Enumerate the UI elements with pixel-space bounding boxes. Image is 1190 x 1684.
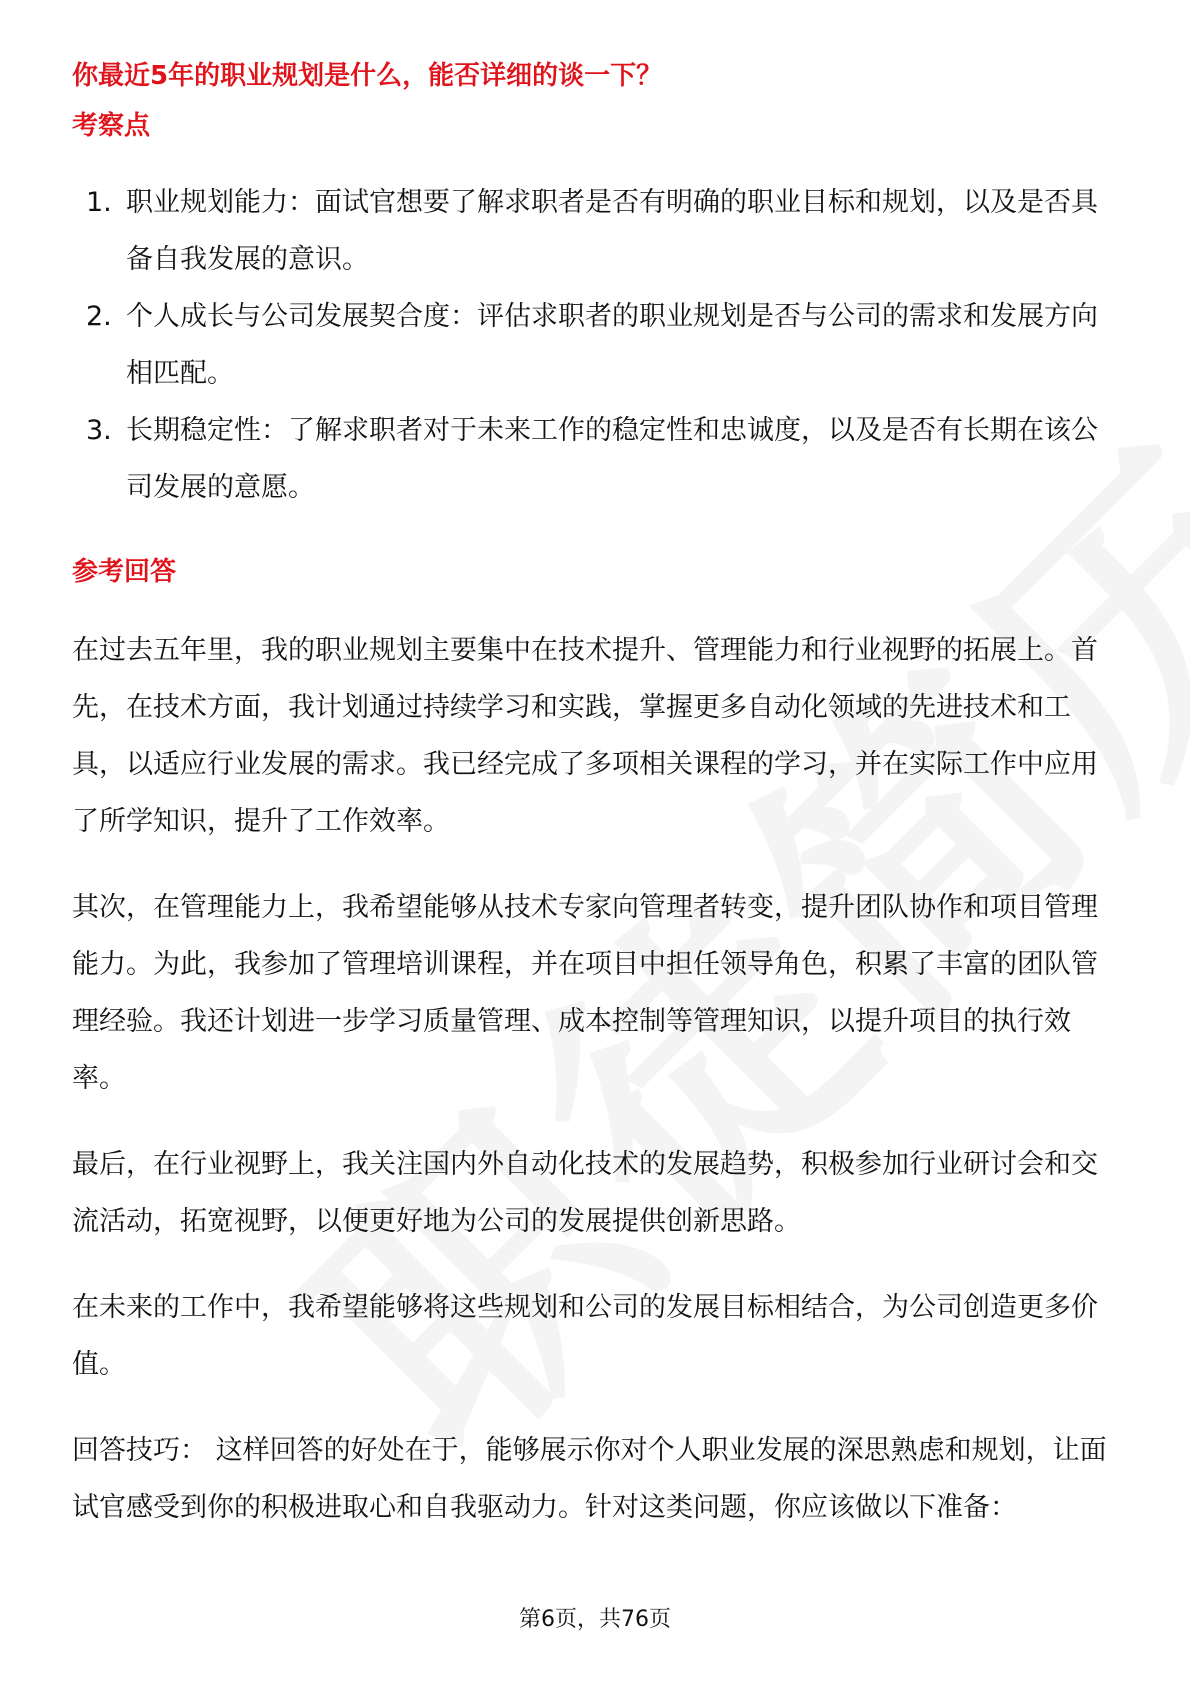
list-item [72,288,1122,402]
list-item-text: 长期稳定性：了解求职者对于未来工作的稳定性和忠诚度，以及是否有长期在该公司发展的意愿。 [126,415,1098,503]
page-content [72,56,1122,1565]
answer-paragraph: 在未来的工作中，我希望能够将这些规划和公司的发展目标相结合，为公司创造更多价值。 [72,1292,1098,1380]
answer-paragraph: 其次，在管理能力上，我希望能够从技术专家向管理者转变，提升团队协作和项目管理能力。为此，我参加了管理培训课程，并在项目中担任领导角色，积累了丰富的团队管理经验。我还计划进一步学习质量管理、成本控制等管理知识，以提升项目的执行效率。 [72,892,1098,1094]
list-item [72,402,1122,516]
question-title: 你最近5年的职业规划是什么，能否详细的谈一下？ [72,61,663,91]
list-item [72,174,1122,288]
points-heading: 考察点 [72,111,151,141]
answer-paragraph: 在过去五年里，我的职业规划主要集中在技术提升、管理能力和行业视野的拓展上。首先，在技术方面，我计划通过持续学习和实践，掌握更多自动化领域的先进技术和工具，以适应行业发展的需求。我已经完成了多项相关课程的学习，并在实际工作中应用了所学知识，提升了工作效率。 [72,635,1098,837]
answer-paragraph: 最后，在行业视野上，我关注国内外自动化技术的发展趋势，积极参加行业研讨会和交流活动，拓宽视野，以便更好地为公司的发展提供创新思路。 [72,1149,1098,1237]
list-item-text: 职业规划能力：面试官想要了解求职者是否有明确的职业目标和规划，以及是否具备自我发展的意识。 [126,187,1098,275]
list-item-number: 2. [86,301,112,332]
list-item-number: 3. [86,415,112,446]
list-item-number: 1. [86,187,112,218]
answer-heading: 参考回答 [72,557,177,587]
answer-tips-paragraph: 回答技巧： 这样回答的好处在于，能够展示你对个人职业发展的深思熟虑和规划，让面试官感受到你的积极进取心和自我驱动力。针对这类问题，你应该做以下准备： [72,1435,1107,1523]
list-item-text: 个人成长与公司发展契合度：评估求职者的职业规划是否与公司的需求和发展方向相匹配。 [126,301,1098,389]
page-number-footer: 第6页，共76页 [519,1607,671,1632]
points-list [72,174,1122,516]
